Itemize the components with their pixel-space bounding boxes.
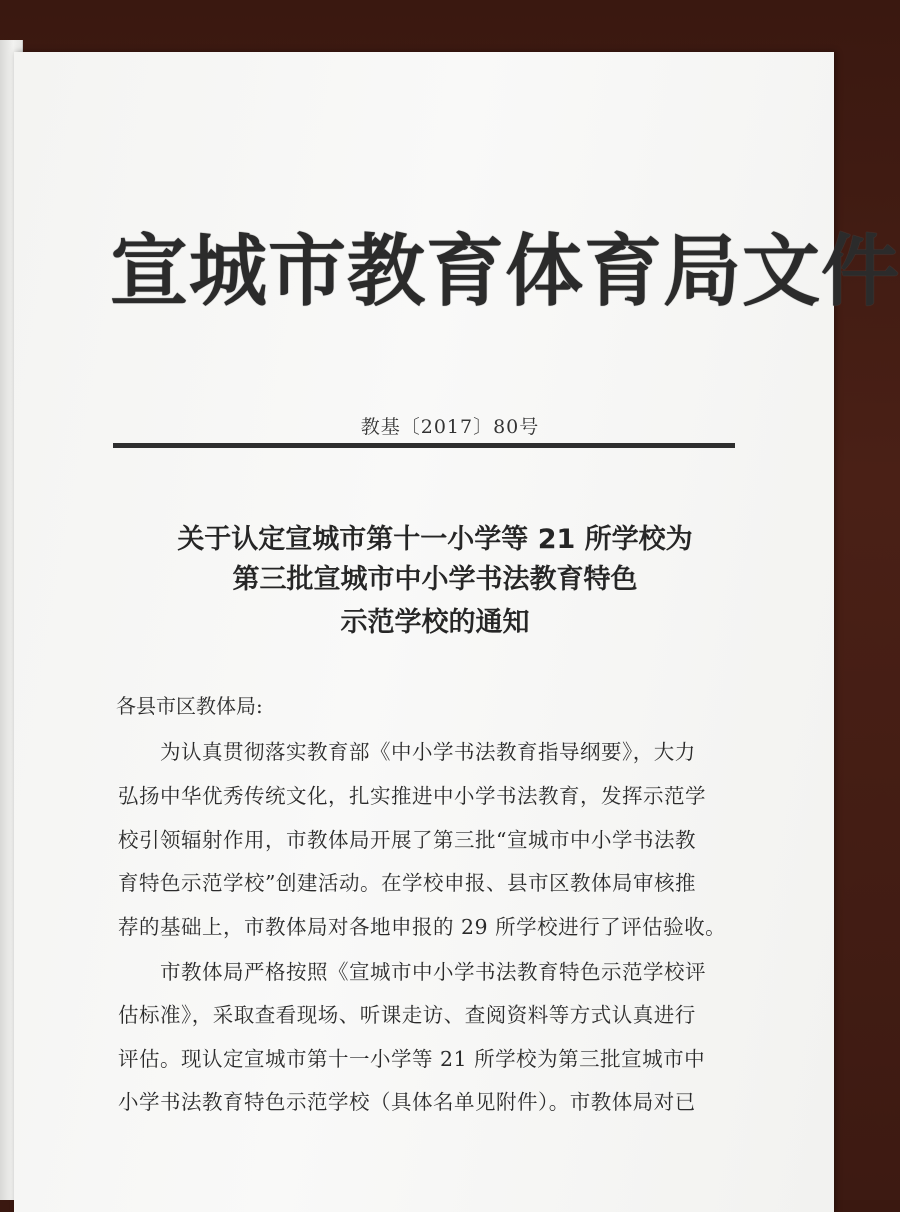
notice-title-line-3: 示范学校的通知 [340,607,530,638]
body-line: 校引领辐射作用，市教体局开展了第三批“宣城市中小学书法教 [118,828,696,852]
document-number: 教基〔2017〕80号 [360,416,540,438]
masthead-title: 宣城市教育体育局文件 [110,227,900,317]
red-header-rule [113,443,735,448]
body-line: 小学书法教育特色示范学校（具体名单见附件）。市教体局对已 [118,1090,696,1114]
notice-title-line-1: 关于认定宣城市第十一小学等 21 所学校为 [177,524,693,555]
salutation: 各县市区教体局: [116,694,263,718]
body-line: 荐的基础上，市教体局对各地申报的 29 所学校进行了评估验收。 [118,915,727,939]
body-line: 育特色示范学校”创建活动。在学校申报、县市区教体局审核推 [118,871,696,895]
body-line: 评估。现认定宣城市第十一小学等 21 所学校为第三批宣城市中 [118,1047,706,1071]
body-line: 弘扬中华优秀传统文化，扎实推进中小学书法教育，发挥示范学 [118,784,706,808]
body-line: 估标准》，采取查看现场、听课走访、查阅资料等方式认真进行 [118,1003,696,1027]
body-line: 市教体局严格按照《宣城市中小学书法教育特色示范学校评 [160,960,706,984]
body-line: 为认真贯彻落实教育部《中小学书法教育指导纲要》，大力 [160,740,696,764]
notice-title-line-2: 第三批宣城市中小学书法教育特色 [232,564,638,595]
